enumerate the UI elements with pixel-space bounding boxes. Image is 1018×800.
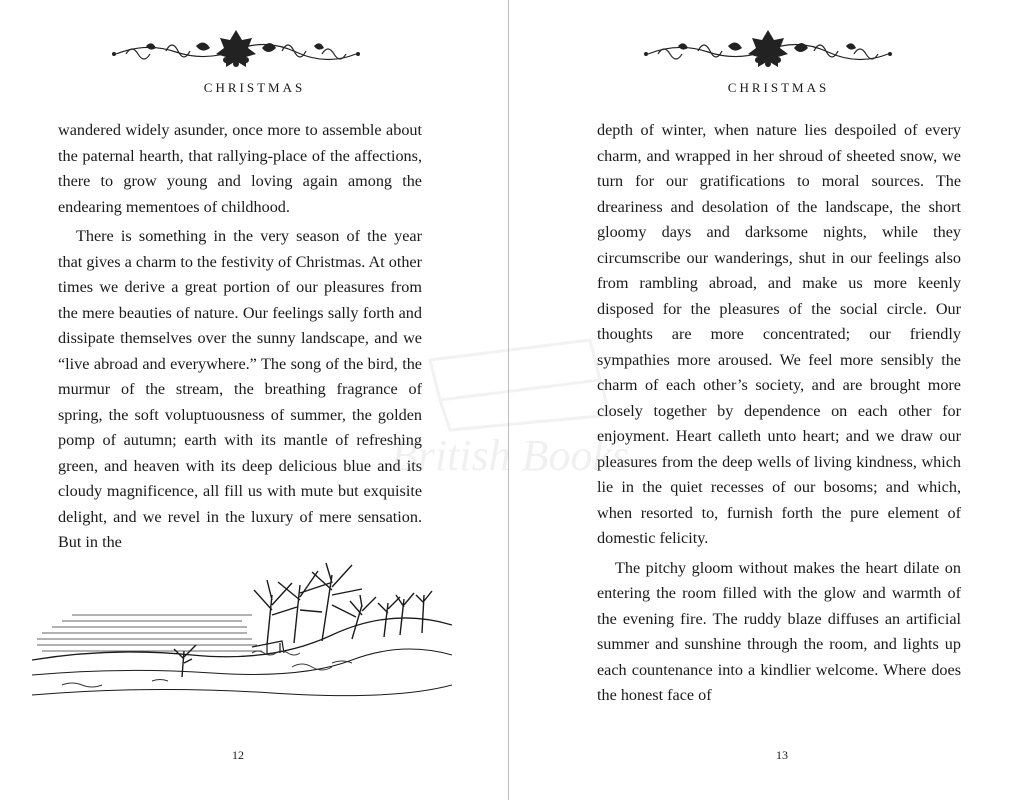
paragraph: depth of winter, when nature lies despoiled of every charm, and wrapped in her shroud of sheeted snow, we turn for our gratifications to moral sources. The dreariness and desolation of the landscape, the short gloomy days and darksome nights, while they circumscribe our wanderings, shut in our feelings also from rambling abroad, and make us more keenly disposed for the pleasures of the social circle. Our thoughts are more concentrated; our friendly sympathies more aroused. We feel more sensibly the charm of each other’s society, and are brought more closely together by dependence on each other for enjoyment. Heart calleth unto heart; and we draw our pleasures from the deep wells of living kindness, which lie in the quiet recesses of our bosoms; and which, when resorted to, furnish forth the pure element of domestic felicity.: [597, 121, 961, 547]
page-number-left: 12: [232, 748, 244, 762]
right-page: [509, 0, 1018, 800]
paragraph: wandered widely asunder, once more to assemble about the paternal hearth, that rallying-place of the affections, there to grow young and loving again among the endearing mementoes of childhood.: [58, 121, 422, 216]
left-page-text: [58, 118, 422, 556]
running-head-right: CHRISTMAS: [727, 80, 830, 95]
running-head-left: CHRISTMAS: [203, 80, 306, 95]
paragraph: The pitchy gloom without makes the heart dilate on entering the room filled with the glow and warmth of the evening fire. The ruddy blaze diffuses an artificial summer and sunshine through the room, and lights up each countenance into a kindlier welcome. Where does the honest face of: [597, 558, 961, 704]
holly-ornament-icon: [106, 24, 366, 76]
right-page-text: [597, 118, 961, 709]
page-number-right: 13: [776, 748, 788, 762]
holly-ornament-icon: [638, 24, 898, 76]
winter-landscape-illustration: [32, 555, 452, 715]
paragraph: There is something in the very season of the year that gives a charm to the festivity of Christmas. At other times we derive a great portion of our pleasures from the mere beauties of nature. Our feelings sally forth and dissipate themselves over the sunny landscape, and we “live abroad and everywhere.” The song of the bird, the murmur of the stream, the breathing fragrance of spring, the soft voluptuousness of summer, the golden pomp of autumn; earth with its mantle of refreshing green, and heaven with its deep delicious blue and its cloudy magnificence, all fill us with mute but exquisite delight, and we revel in the luxury of mere sensation. But in the: [58, 227, 422, 551]
